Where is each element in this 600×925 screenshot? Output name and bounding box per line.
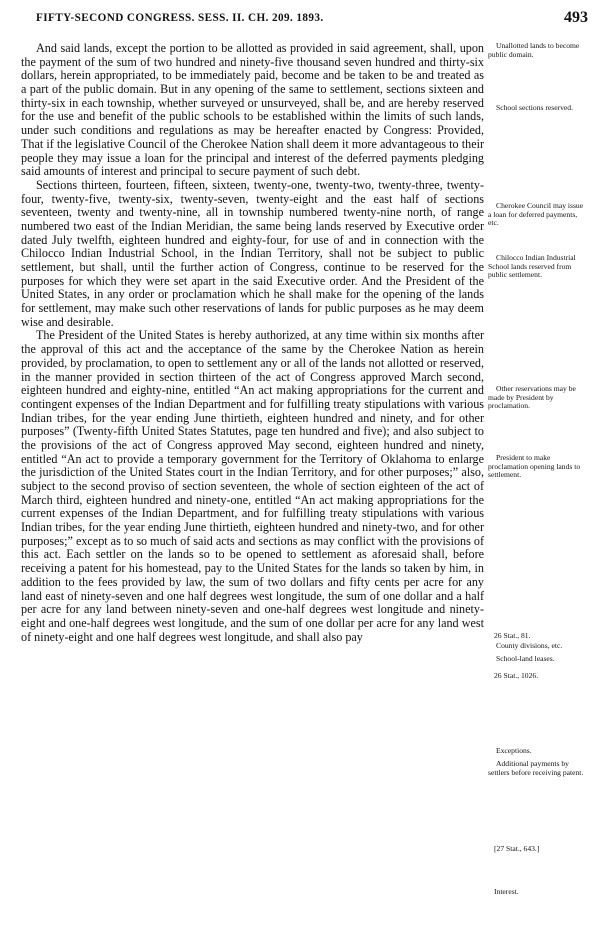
margin-note: 26 Stat., 81.	[494, 631, 531, 640]
margin-note: Chilocco Indian Industrial School lands reserved from public settlement.	[488, 253, 576, 280]
margin-note: [27 Stat., 643.]	[494, 844, 540, 853]
statute-text	[21, 42, 484, 644]
margin-note: School-land leases.	[496, 654, 555, 663]
margin-note: Additional payments by settlers before receiving patent.	[488, 759, 584, 777]
margin-note: Other reservations may be made by President by proclamation.	[488, 384, 576, 411]
margin-note: 26 Stat., 1026.	[494, 671, 539, 680]
margin-note: School sections reserved.	[496, 103, 573, 112]
margin-note: Cherokee Council may issue a loan for deferred payments, etc.	[488, 201, 584, 228]
margin-note: Exceptions.	[496, 746, 532, 755]
paragraph: Sections thirteen, fourteen, fifteen, sixteen, twenty-one, twenty-two, twenty-three, twenty-four, twenty-five, twenty-six, twenty-seven, twenty-eight and the east half of sections seventeen, twenty and twenty-nine, all in township numbered twenty-nine north, of range numbered two east of the Indian Meridian, the same being lands reserved by Executive order dated July twelfth, eighteen hundred and eighty-four, for use of and in connection with the Chilocco Indian Industrial School, in the Indian Territory, shall not be subject to public settlement, but shall, until the further action of Congress, continue to be reserved for the purposes for which they were set apart in the said Executive order. And the President of the United States, in any order or proclamation which he shall make for the opening of the lands for settlement, may make such other reservations of lands for public purposes as he may deem wise and desirable.	[21, 177, 484, 329]
running-head-title: FIFTY-SECOND CONGRESS. SESS. II. CH. 209. 1893.	[36, 12, 324, 24]
margin-note: President to make proclamation opening lands to settlement.	[488, 453, 581, 480]
margin-note: Unallotted lands to become public domain.	[488, 41, 580, 59]
margin-note: County divisions, etc.	[496, 641, 563, 650]
margin-note: Interest.	[494, 887, 519, 896]
paragraph: And said lands, except the portion to be allotted as provided in said agreement, shall, upon the payment of the sum of two hundred and ninety-five thousand seven hundred and thirty-six dollars, herein appropriated, to be immediately paid, become and be taken to be and treated as a part of the public domain. But in any opening of the same to settlement, sections sixteen and thirty-six in each township, whether surveyed or unsurveyed, shall be, and are hereby reserved for the use and benefit of the public schools to be established within the limits of such lands, under such conditions and regulations as may be hereafter enacted by Congress: Provided, That if the legislative Council of the Cherokee Nation shall deem it more advantageous to their people they may issue a loan for the principal and interest of the deferred payments pledging said amounts of interest and principal to secure payment of such debt.	[21, 41, 484, 179]
marginal-notes	[488, 0, 593, 925]
paragraph: The President of the United States is hereby authorized, at any time within six months after the approval of this act and the acceptance of the same by the Cherokee Nation as herein provided, by proclamation, to open to settlement any or all of the lands not allotted or reserved, in the manner provided in section thirteen of the act of Congress approved March second, eighteen hundred and eighty-nine, entitled “An act making appropriations for the current and contingent expenses of the Indian Department and for fulfilling treaty stipulations with various Indian tribes, for the year ending June thirtieth, eighteen hundred and ninety, and for other purposes” (Twenty-fifth United States Statutes, page ten hundred and five); and also subject to the provisions of the act of Congress approved May second, eighteen hundred and ninety, entitled “An act to provide a temporary government for the Territory of Oklahoma to enlarge the jurisdiction of the United States court in the Indian Territory, and for other purposes;” also, subject to the second proviso of section seventeen, the whole of section eighteen of the act of March third, eighteen hundred and ninety-one, entitled “An act making appropriations for the current expenses of the Indian Department, and for fulfilling treaty stipulations with various Indian tribes, for the year ending June thirtieth, eighteen hundred and ninety-two, and for other purposes;” except as to so much of said acts and sections as may conflict with the provisions of this act. Each settler on the lands so to be opened to settlement as aforesaid shall, before receiving a patent for his homestead, pay to the United States for the lands so taken by him, in addition to the fees provided by law, the sum of two dollars and fifty cents per acre for any land east of ninety-seven and one half degrees west longitude, the sum of one dollar and a half per acre for any land between ninety-seven and one-half degrees west longitude and ninety-eight and one-half degrees west longitude, and the sum of one dollar per acre for any land west of ninety-eight and one half degrees west longitude, and shall also pay	[21, 328, 484, 644]
page-number: 493	[564, 9, 588, 26]
